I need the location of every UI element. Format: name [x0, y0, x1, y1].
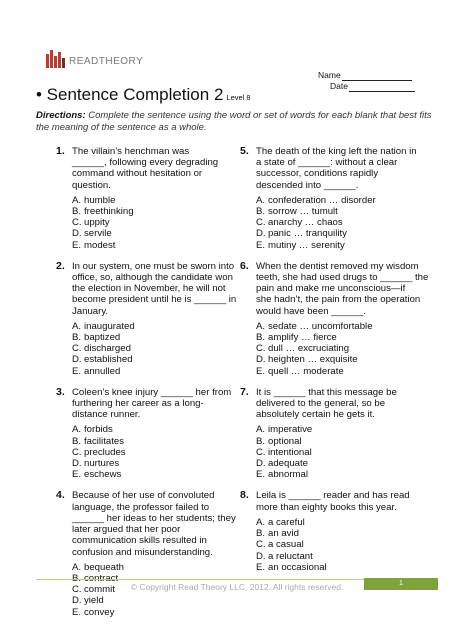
question-number: 1. — [56, 145, 65, 157]
option-text: panic … tranquility — [268, 228, 347, 240]
directions-label: Directions: — [36, 110, 86, 121]
answer-option[interactable] — [72, 195, 256, 206]
option-letter: E. — [72, 469, 82, 481]
answer-option[interactable] — [256, 354, 440, 365]
option-letter: A. — [256, 424, 266, 436]
option-text: freethinking — [84, 206, 134, 218]
option-text: servile — [84, 228, 112, 240]
answer-option[interactable] — [72, 343, 256, 354]
option-letter: B. — [72, 332, 82, 344]
option-letter: E. — [256, 561, 266, 573]
option-letter: D. — [72, 354, 82, 366]
question-item — [240, 261, 440, 377]
answer-option[interactable] — [72, 458, 256, 469]
option-text: sorrow … tumult — [268, 206, 338, 218]
answer-option[interactable] — [72, 228, 256, 239]
option-text: yield — [84, 595, 104, 607]
question-stem: When the dentist removed my wisdom teeth, she had used drugs to ______ the pain and make me unconscious—if she hadn’t, the pain from the operation would have been ______. — [256, 260, 429, 317]
page-title — [36, 85, 251, 108]
question-item — [56, 387, 256, 481]
option-text: a casual — [268, 539, 304, 551]
option-text: quell … moderate — [268, 365, 344, 377]
question-item — [56, 146, 256, 251]
answer-option[interactable] — [72, 436, 256, 447]
question-number: 7. — [240, 385, 249, 398]
option-letter: C. — [72, 446, 82, 458]
option-text: dull … excruciating — [268, 343, 350, 355]
question-stem: The villain’s henchman was ______, following every degrading command without hesitation or question. — [72, 146, 219, 191]
option-letter: A. — [72, 424, 82, 436]
option-text: contract — [84, 572, 119, 584]
option-text: eschews — [84, 469, 122, 481]
option-text: an occasional — [268, 561, 327, 573]
option-text: modest — [84, 239, 116, 251]
question-stem: Leila is ______ reader and has read more than eighty books this year. — [256, 490, 410, 513]
directions — [36, 110, 446, 134]
books-logo-icon — [46, 50, 65, 68]
option-letter: D. — [256, 458, 266, 470]
option-text: intentional — [268, 446, 312, 458]
answer-option[interactable] — [256, 195, 440, 206]
option-text: discharged — [84, 343, 131, 355]
copyright-text: © Copyright Read Theory LLC, 2012. All rights reserved. — [130, 582, 344, 592]
name-date-fields — [318, 70, 415, 92]
answer-option[interactable] — [72, 332, 256, 343]
option-text: adequate — [268, 458, 309, 470]
option-text: precludes — [84, 446, 126, 458]
option-letter: C. — [256, 217, 266, 229]
question-number: 8. — [240, 489, 249, 502]
question-number: 4. — [56, 489, 65, 502]
option-letter: D. — [72, 228, 82, 240]
option-text: a reluctant — [268, 550, 313, 562]
answer-option[interactable] — [256, 447, 440, 458]
option-letter: A. — [72, 561, 82, 573]
option-letter: E. — [256, 239, 266, 251]
answer-option[interactable] — [72, 469, 256, 480]
option-text: amplify … fierce — [268, 332, 337, 344]
answer-option[interactable] — [72, 206, 256, 217]
answer-option[interactable] — [256, 469, 440, 480]
option-letter: A. — [256, 194, 266, 206]
name-label: Name — [318, 70, 341, 80]
option-text: confederation … disorder — [268, 194, 376, 206]
option-text: mutiny … serenity — [268, 239, 345, 251]
option-letter: D. — [72, 458, 82, 470]
option-text: convey — [84, 606, 115, 618]
option-text: commit — [84, 584, 115, 596]
name-field[interactable] — [318, 70, 415, 81]
option-text: facilitates — [84, 435, 124, 447]
answer-option[interactable] — [72, 354, 256, 365]
question-item — [240, 490, 440, 572]
right-question-column — [240, 146, 440, 573]
answer-option[interactable] — [256, 458, 440, 469]
question-stem: It is ______ that this message be delivered to the general, so be absolutely certain he gets it. — [256, 386, 397, 421]
question-number: 3. — [56, 385, 65, 398]
question-item — [56, 261, 256, 377]
option-text: nurtures — [84, 458, 120, 470]
option-letter: B. — [256, 206, 266, 218]
question-stem: Because of her use of convoluted language, the professor failed to ______ her ideas to her students; they later argued that her poor communication skills resulted in confusion and misunderstanding. — [72, 490, 236, 558]
answer-option[interactable] — [256, 228, 440, 239]
option-letter: C. — [72, 343, 82, 355]
title-main: • Sentence Completion 2 — [36, 85, 224, 104]
question-stem: The death of the king left the nation in a state of ______: without a clear successor, conditions rapidly descended into ______. — [256, 146, 417, 191]
left-question-column — [56, 146, 256, 618]
answer-option[interactable] — [256, 539, 440, 550]
option-letter: C. — [256, 446, 266, 458]
level-label: Level 8 — [226, 93, 251, 102]
option-text: heighten … exquisite — [268, 354, 358, 366]
option-letter: E. — [256, 469, 266, 481]
answer-option[interactable] — [256, 551, 440, 562]
answer-option[interactable] — [256, 436, 440, 447]
option-text: uppity — [84, 217, 110, 229]
option-letter: B. — [256, 528, 266, 540]
option-text: an avid — [268, 528, 299, 540]
readtheory-logo — [46, 48, 143, 68]
option-text: bequeath — [84, 561, 125, 573]
question-number: 5. — [240, 145, 249, 157]
option-text: forbids — [84, 424, 113, 436]
answer-option[interactable] — [256, 240, 440, 251]
option-text: inaugurated — [84, 320, 135, 332]
name-line — [342, 71, 412, 81]
date-field[interactable] — [330, 81, 415, 92]
answer-option[interactable] — [256, 528, 440, 539]
option-letter: A. — [256, 516, 266, 528]
question-number: 2. — [56, 259, 65, 272]
option-letter: E. — [72, 239, 82, 251]
answer-option[interactable] — [72, 240, 256, 251]
logo-text: READTHEORY — [69, 56, 144, 67]
option-text: baptized — [84, 332, 121, 344]
answer-option[interactable] — [72, 595, 256, 606]
answer-option[interactable] — [72, 321, 256, 332]
option-letter: A. — [256, 320, 266, 332]
answer-option[interactable] — [256, 206, 440, 217]
option-text: anarchy … chaos — [268, 217, 343, 229]
answer-option[interactable] — [72, 424, 256, 435]
option-letter: D. — [72, 595, 82, 607]
option-letter: E. — [72, 365, 82, 377]
option-letter: A. — [72, 320, 82, 332]
option-letter: C. — [256, 343, 266, 355]
question-item — [240, 146, 440, 251]
answer-option[interactable] — [256, 343, 440, 354]
date-label: Date — [330, 81, 348, 91]
answer-option[interactable] — [256, 321, 440, 332]
question-number: 6. — [240, 259, 249, 272]
option-letter: B. — [72, 572, 82, 584]
answer-option[interactable] — [72, 607, 256, 618]
answer-option[interactable] — [256, 562, 440, 573]
option-text: abnormal — [268, 469, 308, 481]
answer-option[interactable] — [72, 217, 256, 228]
option-letter: D. — [256, 550, 266, 562]
answer-option[interactable] — [256, 217, 440, 228]
option-letter: E. — [256, 365, 266, 377]
option-text: humble — [84, 194, 116, 206]
page-number: 1 — [364, 578, 438, 590]
question-item — [240, 387, 440, 481]
option-letter: C. — [256, 539, 266, 551]
option-text: optional — [268, 435, 302, 447]
question-stem: Coleen’s knee injury ______ her from furthering her career as a long- distance runner. — [72, 386, 232, 421]
answer-option[interactable] — [256, 332, 440, 343]
option-letter: D. — [256, 354, 266, 366]
question-stem: In our system, one must be sworn into office, so, although the candidate won the election in November, he will not become president until he is ______ in January. — [72, 260, 237, 317]
answer-option[interactable] — [72, 366, 256, 377]
option-letter: D. — [256, 228, 266, 240]
option-letter: E. — [72, 606, 82, 618]
option-text: sedate … uncomfortable — [268, 320, 373, 332]
option-letter: A. — [72, 194, 82, 206]
option-letter: B. — [256, 332, 266, 344]
answer-option[interactable] — [72, 562, 256, 573]
directions-text: Complete the sentence using the word or set of words for each blank that best fits the meaning of the sentence as a whole. — [36, 110, 432, 133]
option-letter: B. — [256, 435, 266, 447]
option-text: established — [84, 354, 133, 366]
option-letter: B. — [72, 435, 82, 447]
option-text: a careful — [268, 516, 305, 528]
option-letter: C. — [72, 217, 82, 229]
question-item — [56, 490, 256, 617]
answer-option[interactable] — [256, 424, 440, 435]
option-text: imperative — [268, 424, 313, 436]
option-letter: C. — [72, 584, 82, 596]
answer-option[interactable] — [72, 447, 256, 458]
answer-option[interactable] — [256, 517, 440, 528]
option-text: annulled — [84, 365, 121, 377]
date-line — [349, 82, 415, 92]
answer-option[interactable] — [256, 366, 440, 377]
option-letter: B. — [72, 206, 82, 218]
